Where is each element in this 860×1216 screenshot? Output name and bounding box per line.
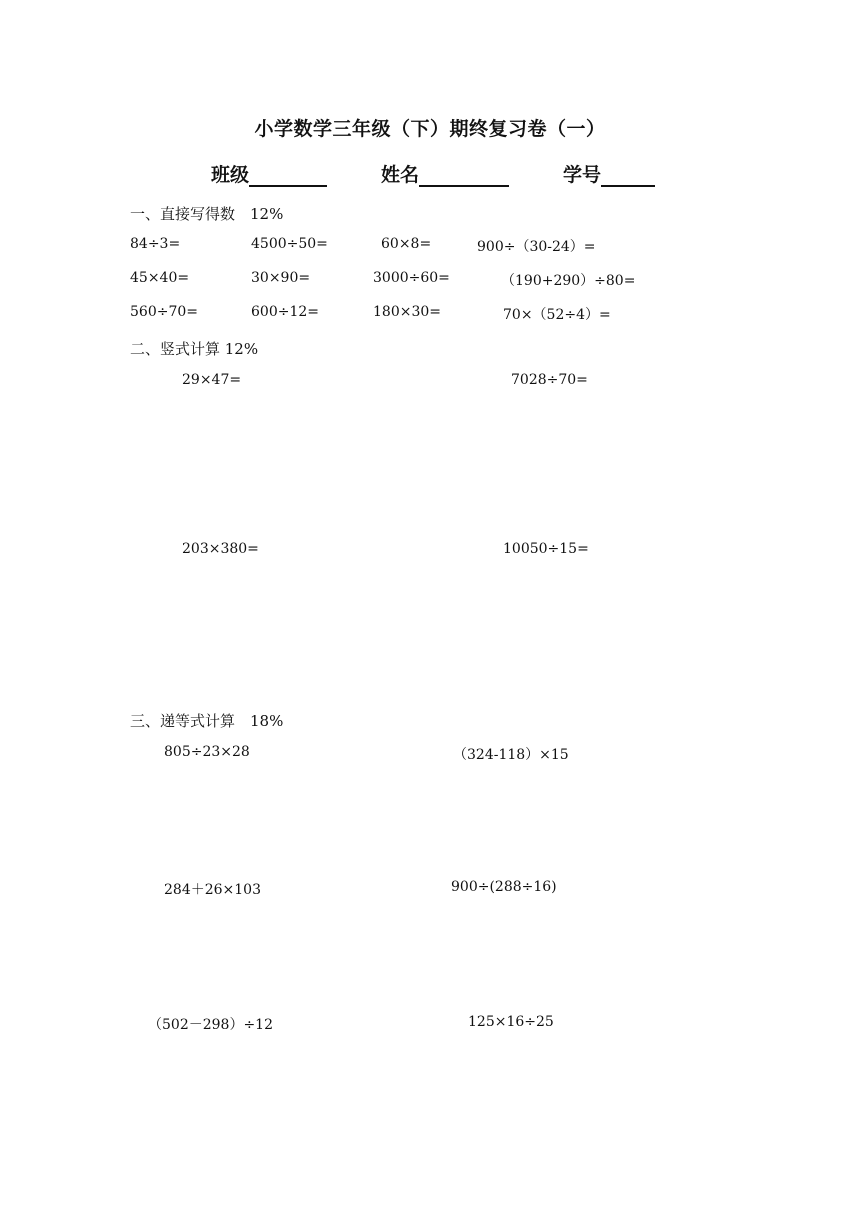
oral-item: 560÷70=: [130, 304, 198, 320]
name-field: [381, 160, 509, 187]
vertical-calc-item: 203×380=: [182, 541, 259, 557]
oral-item: 45×40=: [130, 270, 190, 286]
student-number-field: [563, 160, 655, 187]
oral-item: 600÷12=: [251, 304, 319, 320]
class-blank[interactable]: [249, 165, 327, 187]
step-calc-item: （502－298）÷12: [148, 1017, 273, 1033]
section-3-heading: 三、递等式计算 18%: [130, 712, 284, 730]
oral-item: 4500÷50=: [251, 236, 328, 252]
student-number-label: 学号: [563, 164, 602, 186]
oral-item: （190+290）÷80=: [501, 273, 636, 289]
name-label: 姓名: [381, 164, 420, 186]
step-calc-item: 284＋26×103: [164, 882, 261, 898]
oral-item: 84÷3=: [130, 236, 181, 252]
class-label: 班级: [211, 164, 250, 186]
vertical-calc-item: 7028÷70=: [511, 372, 588, 388]
step-calc-item: 805÷23×28: [164, 744, 250, 760]
oral-item: 60×8=: [381, 236, 432, 252]
step-calc-item: 125×16÷25: [468, 1014, 554, 1030]
oral-item: 900÷（30-24）=: [477, 239, 596, 255]
vertical-calc-item: 10050÷15=: [503, 541, 589, 557]
step-calc-item: （324-118）×15: [453, 747, 569, 763]
class-field: [211, 160, 327, 187]
oral-item: 180×30=: [373, 304, 441, 320]
student-number-blank[interactable]: [601, 165, 655, 187]
page-title: 小学数学三年级（下）期终复习卷（一）: [254, 118, 606, 140]
oral-item: 70×（52÷4）=: [503, 307, 611, 323]
section-1-heading: 一、直接写得数 12%: [130, 205, 284, 223]
name-blank[interactable]: [419, 165, 509, 187]
oral-item: 30×90=: [251, 270, 311, 286]
step-calc-item: 900÷(288÷16): [451, 879, 557, 895]
vertical-calc-item: 29×47=: [182, 372, 242, 388]
oral-item: 3000÷60=: [373, 270, 450, 286]
section-2-heading: 二、竖式计算 12%: [130, 340, 259, 358]
